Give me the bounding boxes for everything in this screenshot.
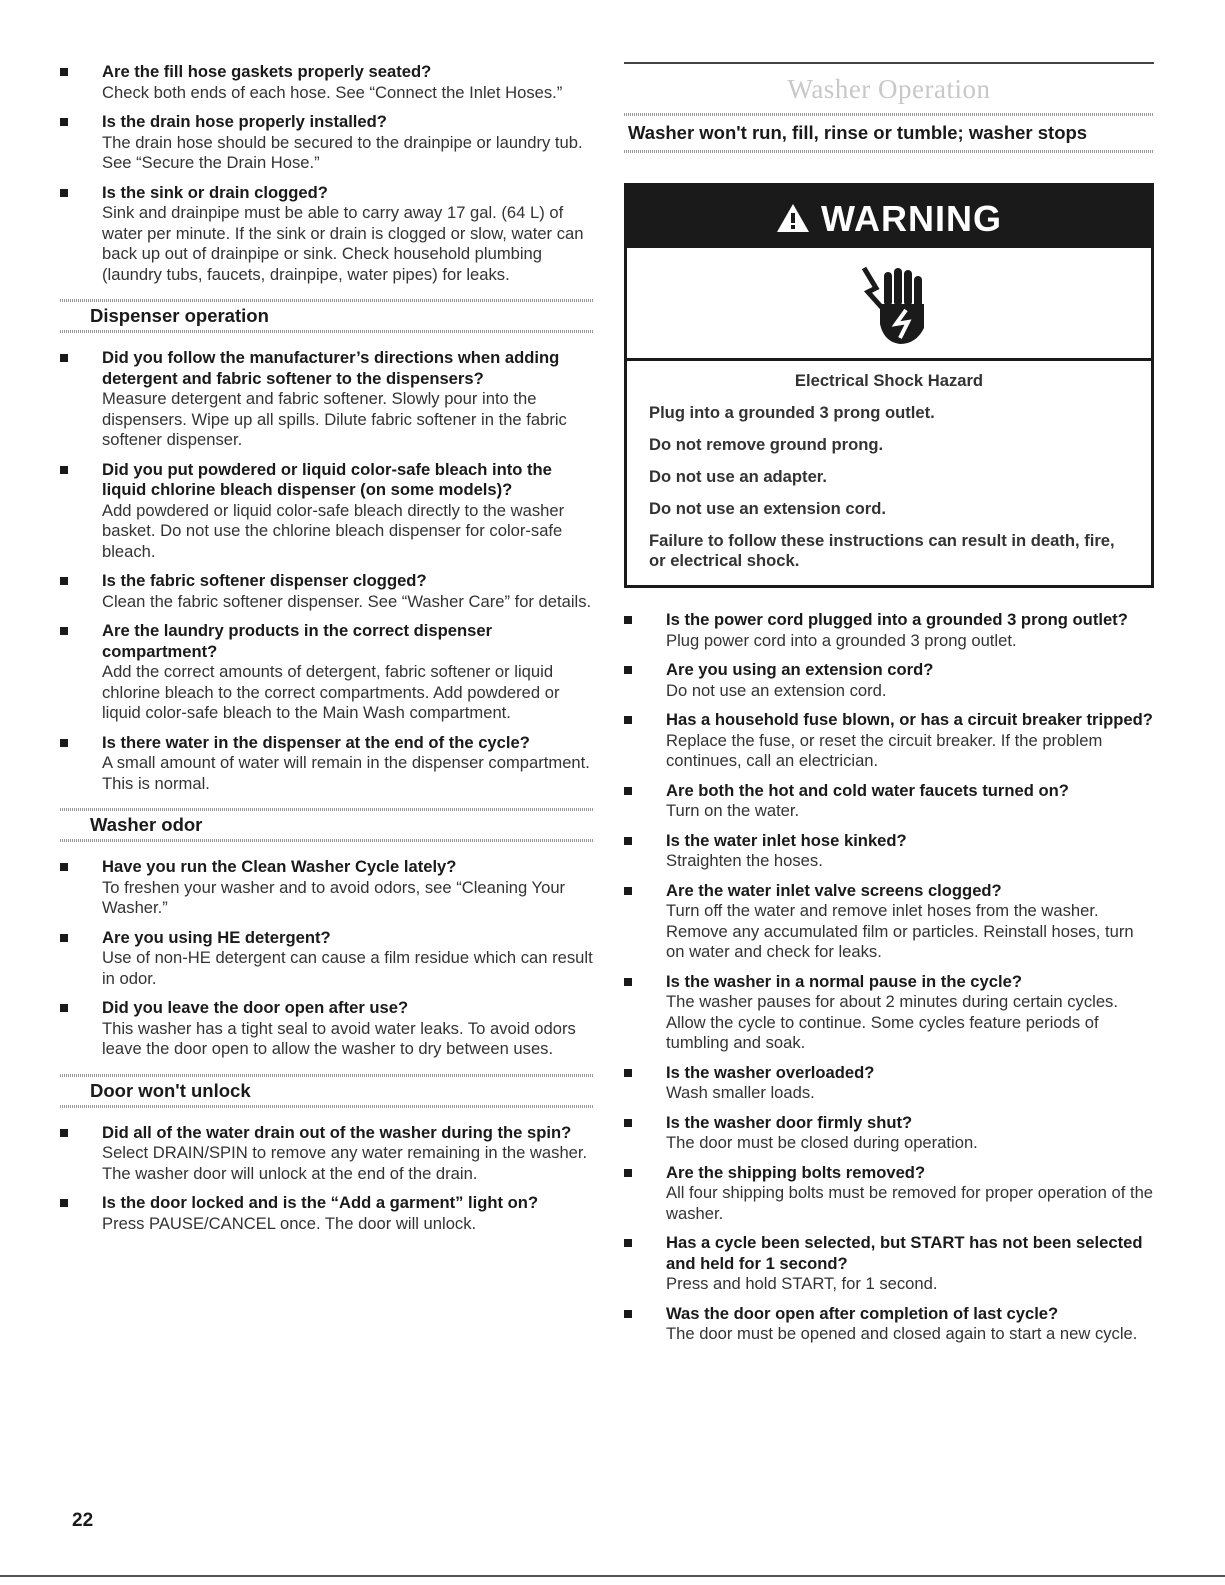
answer: Clean the fabric softener dispenser. See “Washer Care” for details. <box>102 591 592 611</box>
answer: Replace the fuse, or reset the circuit breaker. If the problem continues, call an electrician. <box>666 730 1103 770</box>
question: Is the washer overloaded? <box>666 1062 875 1082</box>
list-item <box>60 928 593 990</box>
bullet-icon <box>624 616 632 624</box>
section-title-odor: Washer odor <box>60 808 593 842</box>
bullet-icon <box>624 1239 632 1247</box>
list-item <box>60 1193 593 1234</box>
bullet-icon <box>624 787 632 795</box>
bullet-icon <box>60 934 68 942</box>
list-item <box>624 1063 1154 1104</box>
section-title-dispenser: Dispenser operation <box>60 299 593 333</box>
bullet-icon <box>624 887 632 895</box>
warning-box <box>624 183 1154 588</box>
bullet-icon <box>624 837 632 845</box>
question: Is the drain hose properly installed? <box>102 112 387 131</box>
list-item <box>60 733 593 795</box>
list-item <box>624 710 1154 772</box>
list-item <box>624 831 1154 872</box>
list-item <box>624 1304 1154 1345</box>
question: Is there water in the dispenser at the end of the cycle? <box>102 732 530 752</box>
bullet-icon <box>60 68 68 76</box>
answer: Measure detergent and fabric softener. Slowly pour into the dispensers. Wipe up all spills. Dilute fabric softener in the fabric softener dispenser. <box>102 389 567 449</box>
subtitle: Washer won't run, fill, rinse or tumble; washer stops <box>628 122 1088 143</box>
bullet-icon <box>60 1129 68 1137</box>
list-item <box>60 998 593 1060</box>
warning-heading <box>627 186 1151 248</box>
bullet-icon <box>624 1069 632 1077</box>
question: Is the sink or drain clogged? <box>102 182 328 202</box>
answer: Straighten the hoses. <box>666 851 823 870</box>
bullet-icon <box>60 1004 68 1012</box>
question: Did you follow the manufacturer’s directions when adding detergent and fabric softener to the dispensers? <box>102 348 560 388</box>
bullet-icon <box>60 189 68 197</box>
bottom-rule <box>0 1575 1225 1577</box>
question: Have you run the Clean Washer Cycle lately? <box>102 857 457 876</box>
list-item <box>60 348 593 451</box>
answer: The door must be closed during operation. <box>666 1133 978 1152</box>
answer: Sink and drainpipe must be able to carry away 17 gal. (64 L) of water per minute. If the sink or drain is clogged or slow, water can back up out of drainpipe or sink. Check household plumbing (laundry tubs, faucets, drainpipe, water pipes) for leaks. <box>102 203 584 284</box>
warning-line: Do not remove ground prong. <box>649 435 884 454</box>
top-rule <box>624 62 1154 64</box>
answer: A small amount of water will remain in the dispenser compartment. This is normal. <box>102 753 590 793</box>
answer: The door must be opened and closed again to start a new cycle. <box>666 1324 1138 1343</box>
list-item <box>60 183 593 286</box>
question: Are you using an extension cord? <box>666 660 934 679</box>
question: Has a cycle been selected, but START has not been selected and held for 1 second? <box>666 1233 1143 1273</box>
list-item <box>60 460 593 563</box>
question: Has a household fuse blown, or has a circuit breaker tripped? <box>666 710 1153 729</box>
right-column <box>624 62 1154 1354</box>
bullet-icon <box>624 716 632 724</box>
bullet-icon <box>60 354 68 362</box>
question: Did all of the water drain out of the washer during the spin? <box>102 1122 572 1142</box>
section-title-washer-operation: Washer Operation <box>787 74 991 104</box>
list-item <box>624 610 1154 651</box>
answer: Add powdered or liquid color-safe bleach directly to the washer basket. Do not use the chlorine bleach dispenser for color-safe bleach. <box>102 500 565 561</box>
answer: This washer has a tight seal to avoid water leaks. To avoid odors leave the door open to allow the washer to dry between uses. <box>102 1018 576 1058</box>
warning-line: Failure to follow these instructions can result in death, fire, or electrical shock. <box>649 531 1115 570</box>
answer: Press and hold START, for 1 second. <box>666 1274 938 1293</box>
warning-triangle-icon <box>776 198 821 239</box>
answer: Use of non-HE detergent can cause a film residue which can result in odor. <box>102 948 593 988</box>
answer: All four shipping bolts must be removed for proper operation of the washer. <box>666 1183 1154 1223</box>
answer: The washer pauses for about 2 minutes during certain cycles. Allow the cycle to continue. Some cycles feature periods of tumbling and soak. <box>666 992 1118 1052</box>
list-item <box>624 1163 1154 1225</box>
list-item <box>60 112 593 174</box>
left-column <box>60 62 593 1243</box>
question: Is the door locked and is the “Add a garment” light on? <box>102 1193 539 1212</box>
warning-line: Plug into a grounded 3 prong outlet. <box>649 403 935 422</box>
list-item <box>624 660 1154 701</box>
bullet-icon <box>624 1310 632 1318</box>
answer: Turn on the water. <box>666 801 800 820</box>
bullet-icon <box>60 627 68 635</box>
list-item <box>60 857 593 919</box>
question: Is the washer door firmly shut? <box>666 1112 913 1132</box>
question: Is the fabric softener dispenser clogged? <box>102 571 427 590</box>
answer: To freshen your washer and to avoid odors, see “Cleaning Your Washer.” <box>102 877 566 917</box>
answer: Press PAUSE/CANCEL once. The door will unlock. <box>102 1213 477 1233</box>
answer: Do not use an extension cord. <box>666 680 887 700</box>
warning-line: Do not use an extension cord. <box>649 499 886 518</box>
bullet-icon <box>624 978 632 986</box>
bullet-icon <box>60 863 68 871</box>
question: Is the water inlet hose kinked? <box>666 830 907 850</box>
bullet-icon <box>60 739 68 747</box>
list-item <box>624 1113 1154 1154</box>
warning-line: Do not use an adapter. <box>649 467 827 486</box>
bullet-icon <box>624 1119 632 1127</box>
answer: Add the correct amounts of detergent, fabric softener or liquid chlorine bleach to the correct compartments. Add powdered or liquid color-safe bleach to the Main Wash compartment. <box>102 662 560 722</box>
list-item <box>624 881 1154 963</box>
answer: Plug power cord into a grounded 3 prong outlet. <box>666 630 1017 650</box>
bullet-icon <box>60 577 68 585</box>
answer: Check both ends of each hose. See “Connect the Inlet Hoses.” <box>102 82 563 102</box>
bullet-icon <box>60 118 68 126</box>
question: Are both the hot and cold water faucets turned on? <box>666 780 1069 800</box>
list-item <box>624 781 1154 822</box>
list-item <box>624 1233 1154 1295</box>
question: Are the fill hose gaskets properly seated? <box>102 62 432 81</box>
list-item <box>624 972 1154 1054</box>
list-item <box>60 1123 593 1185</box>
list-item <box>60 571 593 612</box>
question: Are the laundry products in the correct dispenser compartment? <box>102 621 493 661</box>
question: Is the washer in a normal pause in the cycle? <box>666 971 1022 991</box>
warning-body <box>627 361 1151 585</box>
bullet-icon <box>624 1169 632 1177</box>
question: Did you put powdered or liquid color-safe bleach into the liquid chlorine bleach dispenser (on some models)? <box>102 459 552 499</box>
question: Are the shipping bolts removed? <box>666 1162 926 1182</box>
list-item <box>60 62 593 103</box>
answer: The drain hose should be secured to the drainpipe or laundry tub. See “Secure the Drain Hose.” <box>102 132 583 172</box>
bullet-icon <box>624 666 632 674</box>
list-item <box>60 621 593 724</box>
question: Was the door open after completion of last cycle? <box>666 1303 1059 1323</box>
question: Did you leave the door open after use? <box>102 998 409 1017</box>
question: Are you using HE detergent? <box>102 927 331 947</box>
dotted-divider <box>624 150 1154 153</box>
section-title-door: Door won't unlock <box>60 1074 593 1108</box>
warning-heading-text: WARNING <box>821 198 1002 239</box>
page-number: 22 <box>72 1510 94 1531</box>
answer: Select DRAIN/SPIN to remove any water remaining in the washer. The washer door will unlock at the end of the drain. <box>102 1143 588 1183</box>
question: Are the water inlet valve screens clogged? <box>666 880 1002 900</box>
question: Is the power cord plugged into a grounded 3 prong outlet? <box>666 610 1128 629</box>
answer: Wash smaller loads. <box>666 1083 815 1102</box>
electric-shock-hand-icon <box>627 248 1151 361</box>
hazard-title: Electrical Shock Hazard <box>794 371 984 390</box>
answer: Turn off the water and remove inlet hoses from the washer. Remove any accumulated film or particles. Reinstall hoses, turn on water and check for leaks. <box>666 901 1134 961</box>
bullet-icon <box>60 466 68 474</box>
bullet-icon <box>60 1199 68 1207</box>
